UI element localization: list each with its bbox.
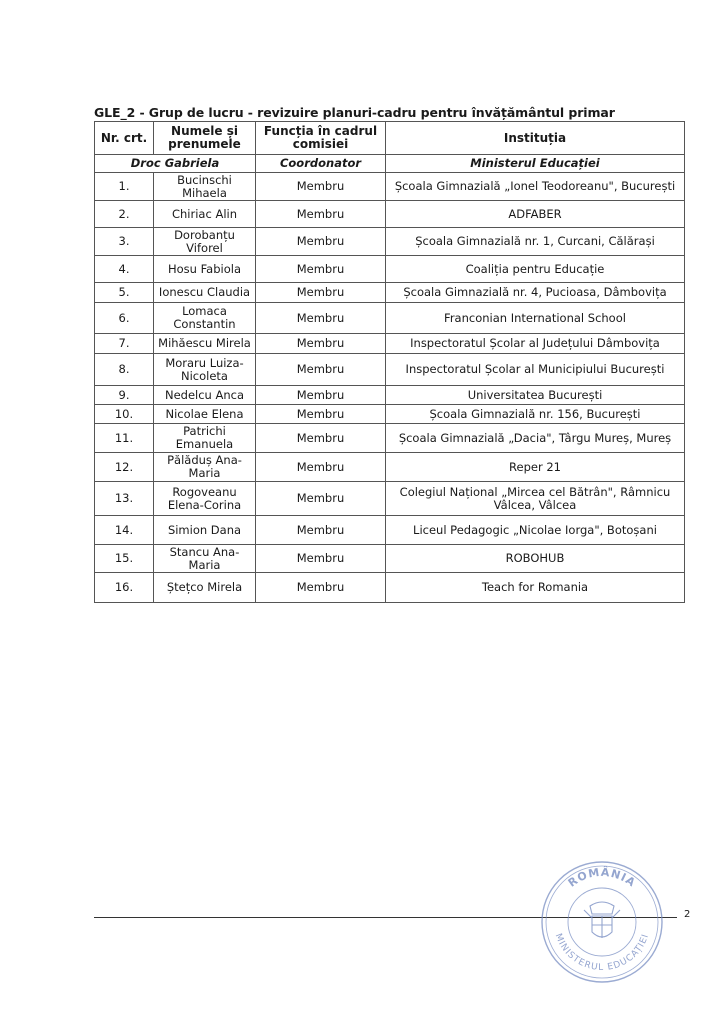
row-nr: 7. [95,334,154,354]
row-role: Membru [256,256,386,283]
row-nr: 2. [95,201,154,228]
table-row [95,516,685,545]
row-nr: 15. [95,545,154,573]
header-role: Funcția în cadrul comisiei [256,122,386,155]
row-nr: 13. [95,482,154,516]
row-institution: Școala Gimnazială „Dacia", Târgu Mureș, Mureș [386,424,685,453]
row-role: Membru [256,334,386,354]
table-header-row [95,122,685,155]
row-name: Pălăduș Ana-Maria [154,453,256,482]
row-name: Patrichi Emanuela [154,424,256,453]
coordinator-role: Coordonator [256,155,386,173]
table-row [95,173,685,201]
row-institution: ADFABER [386,201,685,228]
svg-text:MINISTERUL EDUCAȚIEI [553,932,652,973]
document-title: GLE_2 - Grup de lucru - revizuire planuri-cadru pentru învățământul primar [94,105,615,120]
row-name: Ionescu Claudia [154,283,256,303]
table-row [95,228,685,256]
coat-of-arms-icon [584,902,620,938]
row-name: Bucinschi Mihaela [154,173,256,201]
row-name: Dorobanțu Viforel [154,228,256,256]
table-row [95,303,685,334]
row-name: Nedelcu Anca [154,386,256,405]
row-institution: Universitatea București [386,386,685,405]
row-nr: 4. [95,256,154,283]
row-name: Ștețco Mirela [154,573,256,603]
table-row [95,256,685,283]
row-nr: 9. [95,386,154,405]
header-name: Numele și prenumele [154,122,256,155]
row-institution: Școala Gimnazială nr. 4, Pucioasa, Dâmbovița [386,283,685,303]
table-row [95,424,685,453]
row-role: Membru [256,573,386,603]
members-table [94,121,685,603]
row-nr: 5. [95,283,154,303]
row-role: Membru [256,482,386,516]
row-name: Rogoveanu Elena-Corina [154,482,256,516]
row-name: Simion Dana [154,516,256,545]
row-name: Lomaca Constantin [154,303,256,334]
table-row [95,354,685,386]
row-nr: 1. [95,173,154,201]
table-row [95,453,685,482]
row-nr: 14. [95,516,154,545]
row-role: Membru [256,453,386,482]
coordinator-name: Droc Gabriela [95,155,256,173]
table-row [95,573,685,603]
row-institution: Coaliția pentru Educație [386,256,685,283]
row-nr: 6. [95,303,154,334]
row-institution: Liceul Pedagogic „Nicolae Iorga", Botoșani [386,516,685,545]
row-nr: 11. [95,424,154,453]
row-role: Membru [256,386,386,405]
row-role: Membru [256,303,386,334]
row-institution: ROBOHUB [386,545,685,573]
row-name: Chiriac Alin [154,201,256,228]
row-institution: Inspectoratul Școlar al Județului Dâmbovița [386,334,685,354]
coordinator-institution: Ministerul Educației [386,155,685,173]
row-role: Membru [256,516,386,545]
table-row [95,283,685,303]
row-institution: Școala Gimnazială „Ionel Teodoreanu", București [386,173,685,201]
row-nr: 3. [95,228,154,256]
row-nr: 8. [95,354,154,386]
ministry-stamp [540,860,664,984]
page-number: 2 [684,909,691,920]
row-institution: Teach for Romania [386,573,685,603]
row-role: Membru [256,173,386,201]
table-row [95,482,685,516]
table-row [95,386,685,405]
row-institution: Școala Gimnazială nr. 1, Curcani, Călărași [386,228,685,256]
row-name: Moraru Luiza-Nicoleta [154,354,256,386]
table-row [95,405,685,424]
row-role: Membru [256,424,386,453]
coordinator-row [95,155,685,173]
row-institution: Reper 21 [386,453,685,482]
row-nr: 16. [95,573,154,603]
row-nr: 12. [95,453,154,482]
row-name: Hosu Fabiola [154,256,256,283]
row-role: Membru [256,405,386,424]
row-name: Nicolae Elena [154,405,256,424]
stamp-top-text: ROMÂNIA [565,865,639,890]
table-row [95,334,685,354]
table-row [95,201,685,228]
row-name: Stancu Ana-Maria [154,545,256,573]
row-role: Membru [256,228,386,256]
svg-text:ROMÂNIA [566,866,639,890]
row-role: Membru [256,201,386,228]
row-institution: Școala Gimnazială nr. 156, București [386,405,685,424]
row-role: Membru [256,545,386,573]
header-nr: Nr. crt. [95,122,154,155]
row-role: Membru [256,283,386,303]
row-role: Membru [256,354,386,386]
row-institution: Inspectoratul Școlar al Municipiului București [386,354,685,386]
row-name: Mihăescu Mirela [154,334,256,354]
row-institution: Franconian International School [386,303,685,334]
stamp-bottom-text: MINISTERUL EDUCAȚIEI [552,932,652,974]
row-institution: Colegiul Național „Mircea cel Bătrân", Râmnicu Vâlcea, Vâlcea [386,482,685,516]
table-row [95,545,685,573]
header-institution: Instituția [386,122,685,155]
row-nr: 10. [95,405,154,424]
